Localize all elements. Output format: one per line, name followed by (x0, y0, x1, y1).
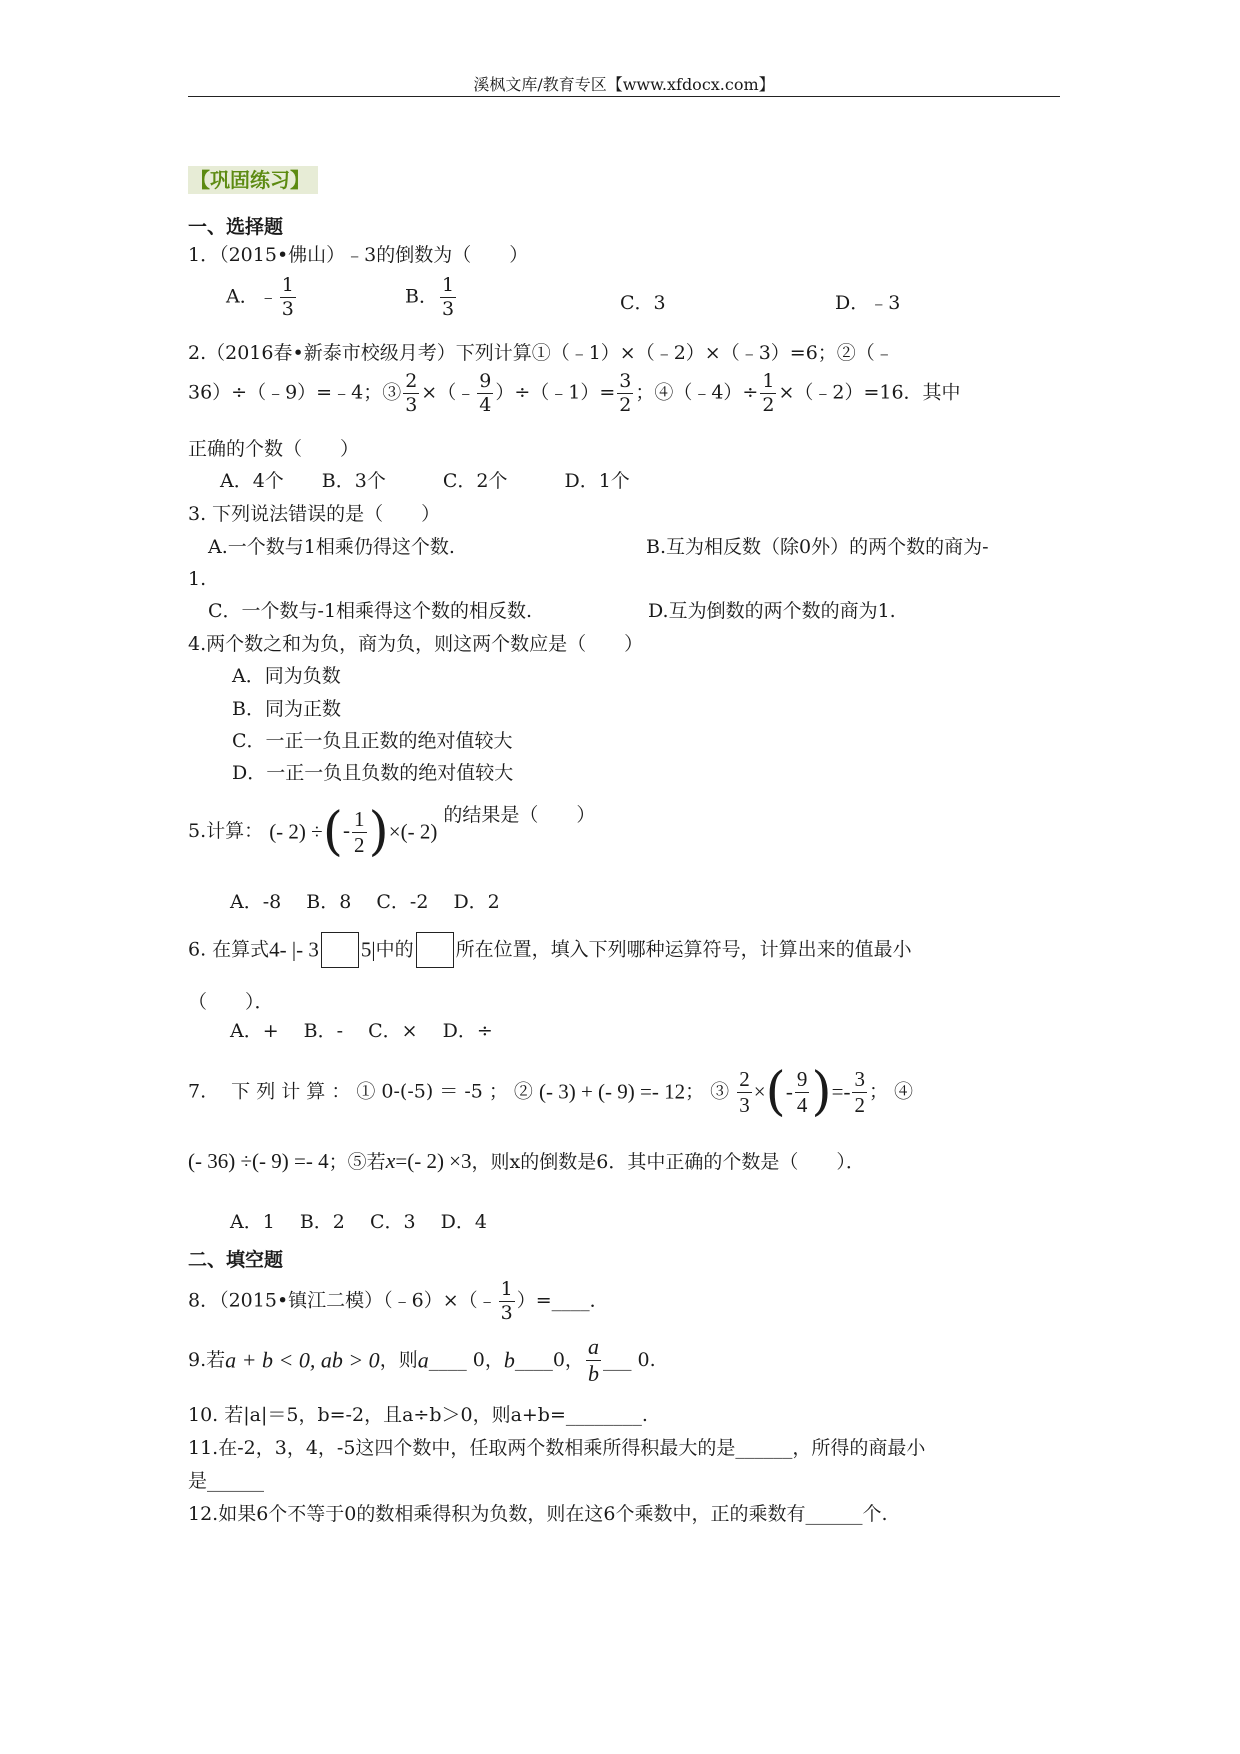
q2-line3: 正确的个数（ ） (188, 438, 360, 460)
q1-stem: 1．（2015•佛山）﹣3的倒数为（ ） (188, 244, 529, 266)
q2-options: A．4个 B．3个 C．2个 D．1个 (220, 470, 630, 492)
q1-option-d: D．﹣3 (835, 292, 901, 314)
part1-title: 一、选择题 (188, 216, 284, 238)
q7-line2: (- 36) ÷(- 9) =- 4；⑤若x=(- 2) ×3，则x的倒数是6．其中正确的个数是（ ）． (188, 1148, 865, 1173)
q2-line1: 2.（2016春•新泰市校级月考）下列计算①（﹣1）×（﹣2）×（﹣3）=6；②（﹣ (188, 342, 894, 364)
q11-line2: 是______ (188, 1470, 265, 1492)
q8-line: 8．（2015•镇江二模）（﹣6）×（﹣ $\frac{1}{3}$ ）=____． (188, 1278, 609, 1324)
q4-option-a: A．同为负数 (232, 665, 341, 687)
part2-title: 二、填空题 (188, 1249, 284, 1271)
q4-stem: 4.两个数之和为负，商为负，则这两个数应是（ ） (188, 633, 644, 655)
q6-options: A．+ B．- C．× D．÷ (230, 1020, 493, 1042)
q9-line: 9.若a + b < 0, ab > 0，则a____ 0，b____0， $\frac{a}{b}$ ___ 0. (188, 1334, 656, 1386)
q1-option-c: C．3 (620, 292, 666, 314)
header-divider (188, 96, 1060, 97)
q2-line2: 36）÷（﹣9）=﹣4；③ $\frac{2}{3}$ ×（﹣ $\frac{9}{4}$ ）÷（﹣1）= $\frac{3}{2}$ ；④（﹣4）÷ $\frac{1}{2}$ ×（﹣2）=16．其中 (188, 370, 961, 416)
q10-line: 10. 若|a|＝5，b=-2，且a÷b＞0，则a+b=________. (188, 1404, 648, 1426)
q4-option-b: B．同为正数 (232, 698, 341, 720)
q3-option-b: B.互为相反数（除0外）的两个数的商为- (646, 536, 989, 558)
q7-options: A．1 B．2 C．3 D．4 (230, 1211, 487, 1233)
q6-line2: （ ）． (188, 991, 274, 1013)
q11-line1: 11.在-2，3，4，-5这四个数中，任取两个数相乘所得积最大的是______，所得的商最小 (188, 1437, 926, 1459)
section-tag: 【巩固练习】 (188, 166, 318, 194)
q12-line: 12.如果6个不等于0的数相乘得积为负数，则在这6个乘数中，正的乘数有______个. (188, 1503, 888, 1525)
operator-box (321, 932, 359, 968)
q5-options: A．-8 B．8 C．-2 D．2 (230, 891, 500, 913)
q3-option-c: C．一个数与-1相乘得这个数的相反数. (208, 600, 533, 622)
q3-option-a: A.一个数与1相乘仍得这个数. (208, 536, 455, 558)
q4-option-d: D．一正一负且负数的绝对值较大 (232, 762, 514, 784)
q6-line: 6. 在算式4- |- 3 5|中的 所在位置，填入下列哪种运算符号，计算出来的值最小 (188, 932, 912, 968)
q3-stem: 3. 下列说法错误的是（ ） (188, 503, 441, 525)
operator-box (416, 932, 454, 968)
q1-option-b: B． $\frac{1}{3}$ (405, 274, 455, 320)
q3-option-d: D.互为倒数的两个数的商为1. (648, 600, 896, 622)
q5-line: 5.计算： (- 2) ÷(- $\frac{1}{2}$ )×(- 2) 的结果是（ ） (188, 802, 596, 862)
page-header: 溪枫文库/教育专区【www.xfdocx.com】 (473, 75, 775, 94)
q4-option-c: C．一正一负且正数的绝对值较大 (232, 730, 513, 752)
q1-option-a: A．﹣ $\frac{1}{3}$ (226, 274, 294, 320)
q7-line1: 7. 下 列 计 算 ： ① 0-(-5) ＝ -5 ； ② (- 3) + (- 9) =- 12； ③ $\frac{2}{3}$ ×(- $\frac{9}{4}$ )=- $\frac{3}{2}$ ； ④ (188, 1062, 914, 1122)
q3-option-b-cont: 1. (188, 568, 207, 590)
